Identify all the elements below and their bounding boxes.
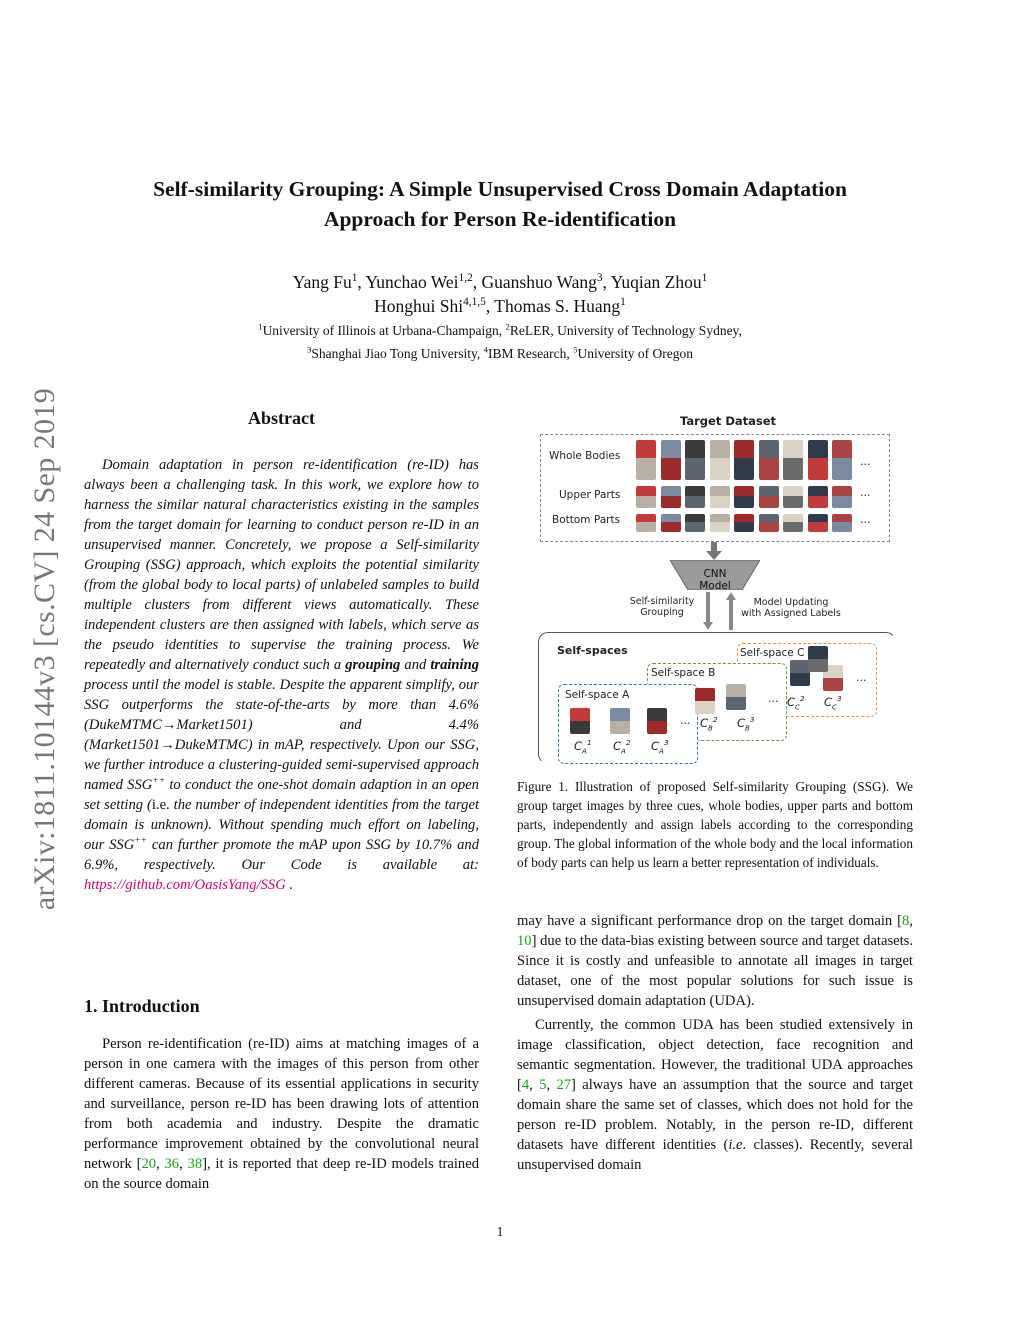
abstract-text: can further promote the mAP upon SSG by 10.7% and 6.9%, respectively. Our Code is available at: xyxy=(84,837,479,873)
self-similarity-grouping-label xyxy=(622,596,702,618)
updating-arrow-icon xyxy=(726,592,736,630)
figure-caption: Figure 1. Illustration of proposed Self-similarity Grouping (SSG). We group target images by three cues, whole bodies, upper parts and bottom parts, independently and assign labels according to the corresponding group. The global information of the whole body and the local information of body parts can help us learn a better representation of individuals. xyxy=(517,779,913,870)
person-thumbnail xyxy=(726,684,746,710)
figure-1 xyxy=(530,410,900,766)
person-thumbnail xyxy=(790,660,810,686)
abstract-text: and xyxy=(400,657,431,673)
affiliation: ReLER, University of Technology Sydney xyxy=(509,323,739,338)
self-space-b-label: Self-space B xyxy=(651,667,716,679)
person-thumbnail xyxy=(661,440,681,480)
person-thumbnail xyxy=(832,514,852,532)
person-thumbnail xyxy=(734,486,754,508)
intro-paragraph: Person re-identification (re-ID) aims at matching images of a person in one camera with the images of this person from other different cameras. Because of its essential applications in security and surveillance, person re-ID has been drawing lots of attention from both academia and industry. Despite the dramatic performance improvement obtained by the convolutional neural network [20, 36, 38], it is reported that deep re-ID models trained on the source domain xyxy=(84,1036,480,1192)
affil-sup: 5 xyxy=(573,344,578,355)
person-thumbnail xyxy=(685,486,705,508)
ellipsis: … xyxy=(768,693,779,705)
cluster-sup: 3 xyxy=(749,715,755,725)
authors-line-2: Honghui Shi$^{4,1,5}$, Thomas S. Huang$^1$ xyxy=(374,296,626,316)
cluster-sub: A xyxy=(621,747,626,756)
citation-link[interactable]: 8 xyxy=(902,913,910,929)
cluster-c: C xyxy=(613,739,622,753)
person-thumbnail xyxy=(636,486,656,508)
intro-text: ], it is reported that deep re-ID models trained on the source domain xyxy=(84,1156,480,1192)
cluster-sup: 3 xyxy=(836,694,842,704)
ellipsis: … xyxy=(860,456,871,468)
cluster-c: C xyxy=(651,739,660,753)
person-thumbnail xyxy=(710,514,730,532)
affiliation: Shanghai Jiao Tong University xyxy=(311,346,477,361)
person-thumbnail xyxy=(710,440,730,480)
citation-link[interactable]: 10 xyxy=(517,933,532,949)
cluster-sub: B xyxy=(745,724,750,733)
upper-parts-label: Upper Parts xyxy=(559,489,621,501)
body-text: may have a significant performance drop on the target domain [ xyxy=(517,913,903,929)
whole-bodies-label: Whole Bodies xyxy=(549,450,621,462)
person-thumbnail xyxy=(808,514,828,532)
cluster-label-c2 xyxy=(787,695,805,711)
cluster-label-a2 xyxy=(613,739,631,755)
ellipsis: … xyxy=(860,487,871,499)
cluster-label-a1 xyxy=(574,739,592,755)
author: Guanshuo Wang xyxy=(481,272,597,292)
author: Yuqian Zhou xyxy=(610,272,702,292)
person-thumbnail xyxy=(636,440,656,480)
abstract-body xyxy=(84,455,479,895)
person-thumbnail xyxy=(734,440,754,480)
citation-link[interactable]: 5 xyxy=(539,1077,547,1093)
affiliations-line-1: $^1$University of Illinois at Urbana-Champaign, $^2$ReLER, University of Technology Sydney, xyxy=(258,321,742,338)
person-thumbnail xyxy=(661,514,681,532)
person-thumbnail xyxy=(685,514,705,532)
abstract-ie: i.e. xyxy=(151,797,170,813)
person-thumbnail xyxy=(783,440,803,480)
abstract-text: Domain adaptation in person re-identification (re-ID) has always been a challenging task. In this work, we explore how to harness the similar natural characteristics existing in the samples from the target domain for learning to conduct person re-ID in an unsupervised manner. Concretely, we propose a Self-similarity Grouping (SSG) approach, which exploits the potential similarity (from the global body to local parts) of unlabeled samples to build multiple clusters from different views automatically. These independent clusters are then assigned with labels, which serve as the pseudo identities to supervise the training process. We repeatedly and alternatively conduct such a xyxy=(84,457,479,673)
cluster-sup: 3 xyxy=(663,738,669,748)
author: Yunchao Wei xyxy=(365,272,459,292)
abstract-sup: ++ xyxy=(152,776,166,787)
person-thumbnail xyxy=(695,688,715,714)
person-thumbnail xyxy=(734,514,754,532)
cluster-sub: A xyxy=(659,747,664,756)
author-sup: 1,2 xyxy=(458,272,473,285)
section-heading: 1. Introduction xyxy=(84,996,200,1016)
person-thumbnail xyxy=(808,486,828,508)
cluster-c: C xyxy=(737,716,746,730)
grouping-arrow-icon xyxy=(703,592,713,630)
ellipsis: … xyxy=(860,514,871,526)
model-updating-label xyxy=(736,597,846,619)
author: Honghui Shi xyxy=(374,296,464,316)
right-column-text: may have a significant performance drop on the target domain [8, 10] due to the data-bias existing between source and target datasets. Since it is costly and unfeasible to annotate all images in target dataset, one of the most popular solutions for such issue is unsupervised domain adaptation (UDA). Currently, the common UDA has been studied extensively in image classification, object detection, face recognition and semantic segmentation. However, the traditional UDA approaches [4, 5, 27] always have an assumption that the source and target domain share the same set of classes, which does not hold for the person re-ID problem. Notably, in the person re-ID, different datasets have different identities (i.e. classes). Recently, several unsupervised domain xyxy=(517,913,914,1173)
page-number: 1 xyxy=(496,1225,504,1240)
grouping-line: Grouping xyxy=(640,607,684,618)
abstract-text: . xyxy=(285,877,294,893)
down-arrow-icon xyxy=(706,542,722,560)
cluster-c: C xyxy=(574,739,583,753)
abstract-bold: training xyxy=(430,657,480,673)
body-text: ] always have an assumption that the source and target domain share the same set of classes, which does not hold for the person re-ID problem. Notably, in the person re-ID, different datasets have different identities ( xyxy=(517,1077,914,1153)
person-thumbnail xyxy=(759,486,779,508)
updating-line: Model Updating xyxy=(753,597,829,608)
cluster-label-b3 xyxy=(737,716,755,732)
affil-sup: 4 xyxy=(483,344,489,355)
abstract-bold: grouping xyxy=(345,657,401,673)
person-thumbnail xyxy=(759,514,779,532)
citation-link[interactable]: 4 xyxy=(521,1077,530,1093)
person-thumbnail xyxy=(783,486,803,508)
person-thumbnail xyxy=(647,708,667,734)
target-dataset-label: Target Dataset xyxy=(680,414,777,428)
abstract-heading: Abstract xyxy=(248,408,315,428)
cluster-label-a3 xyxy=(651,739,669,755)
self-space-c-label: Self-space C xyxy=(740,647,805,659)
citation-link[interactable]: 27 xyxy=(556,1077,572,1093)
cluster-label-c3 xyxy=(824,695,842,711)
self-spaces-label: Self-spaces xyxy=(557,644,628,657)
abstract-text: to conduct the one-shot domain adaption in an open set setting ( xyxy=(84,777,479,813)
person-thumbnail xyxy=(759,440,779,480)
bottom-parts-label: Bottom Parts xyxy=(552,514,621,526)
cluster-c: C xyxy=(700,716,709,730)
person-thumbnail xyxy=(636,514,656,532)
cluster-sub: C xyxy=(795,703,800,712)
abstract-text: process until the model is stable. Despite the apparent simplify, our SSG outperforms the state-of-the-arts by more than 4.6% (DukeMTMC→Market1501) and 4.4% (Market1501→DukeMTMC) in mAP, respectively. Upon our SSG, we further introduce a clustering-guided semi-supervised approach named SSG xyxy=(84,677,479,793)
author-sup: 3 xyxy=(596,272,603,285)
person-thumbnail xyxy=(783,514,803,532)
citation-link[interactable]: 20 xyxy=(141,1156,157,1172)
paper-title xyxy=(60,174,940,234)
cluster-c: C xyxy=(787,695,796,709)
affil-sup: 1 xyxy=(258,321,263,332)
body-italic: i.e xyxy=(728,1137,743,1153)
self-space-a-label: Self-space A xyxy=(565,689,630,701)
person-thumbnail xyxy=(710,486,730,508)
author: Thomas S. Huang xyxy=(494,296,621,316)
cluster-label-b2 xyxy=(700,716,718,732)
title-line-1: Self-similarity Grouping: A Simple Unsupervised Cross Domain Adaptation xyxy=(153,177,847,201)
affiliations-line-2: $^3$Shanghai Jiao Tong University, $^4$IBM Research, $^5$University of Oregon xyxy=(306,344,694,361)
arxiv-sidebar: arXiv:1811.10144v3 [cs.CV] 24 Sep 2019 xyxy=(28,387,61,911)
person-thumbnail xyxy=(808,646,828,672)
grouping-line: Self-similarity xyxy=(629,596,695,607)
ellipsis: … xyxy=(680,715,691,727)
cluster-sup: 2 xyxy=(799,694,805,704)
updating-line: with Assigned Labels xyxy=(741,608,841,619)
author: Yang Fu xyxy=(292,272,352,292)
intro-text: Person re-identification (re-ID) aims at matching images of a person in one camera with the images of this person from other different cameras. Because of its essential applications in security and surveillance, person re-ID has been drawing lots of attention from both academia and industry. Despite the dramatic performance improvement obtained by the convolutional neural network [ xyxy=(84,1036,479,1172)
author-sup: 4,1,5 xyxy=(463,296,486,309)
person-thumbnail xyxy=(661,486,681,508)
author-sup: 1 xyxy=(701,272,708,285)
person-thumbnail xyxy=(832,486,852,508)
cluster-sub: B xyxy=(708,724,713,733)
affiliation: IBM Research xyxy=(488,346,567,361)
cluster-c: C xyxy=(824,695,833,709)
authors-line-1: Yang Fu$^1$, Yunchao Wei$^{1,2}$, Guanshuo Wang$^3$, Yuqian Zhou$^1$ xyxy=(292,272,708,292)
author-sup: 1 xyxy=(351,272,358,285)
person-thumbnail xyxy=(570,708,590,734)
cluster-sub: C xyxy=(832,703,837,712)
cnn-model-label: CNN Model xyxy=(699,568,731,592)
affil-sup: 2 xyxy=(505,321,510,332)
cluster-sub: A xyxy=(582,747,587,756)
body-text: ] due to the data-bias existing between source and target datasets. Since it is costly and unfeasible to annotate all images in target dataset, one of the most popular solutions for such issue is unsupervised domain adaptation (UDA). xyxy=(517,933,913,1009)
abstract-sup: ++ xyxy=(134,836,148,847)
cluster-sup: 1 xyxy=(586,738,592,748)
person-thumbnail xyxy=(832,440,852,480)
person-thumbnail xyxy=(685,440,705,480)
body-text: Currently, the common UDA has been studied extensively in image classification, object detection, face recognition and semantic segmentation. However, the traditional UDA approaches [ xyxy=(517,1017,913,1093)
affiliation: University of Illinois at Urbana-Champaign xyxy=(262,323,499,338)
affil-sup: 3 xyxy=(306,344,312,355)
abstract-text: the number of independent identities from the target domain is unknown). Without spending much effort on labeling, our SSG xyxy=(84,797,479,853)
cluster-sup: 2 xyxy=(712,715,718,725)
citation-link[interactable]: 36 xyxy=(164,1156,180,1172)
body-text: . classes). Recently, several unsupervised domain xyxy=(517,1137,913,1173)
author-sup: 1 xyxy=(620,296,626,309)
person-thumbnail xyxy=(808,440,828,480)
title-line-2: Approach for Person Re-identification xyxy=(323,207,677,231)
affiliation: University of Oregon xyxy=(577,346,694,361)
ellipsis: … xyxy=(856,672,867,684)
person-thumbnail xyxy=(610,708,630,734)
citation-link[interactable]: 38 xyxy=(187,1156,203,1172)
code-link[interactable]: https://github.com/OasisYang/SSG xyxy=(84,877,286,893)
cluster-sup: 2 xyxy=(625,738,631,748)
